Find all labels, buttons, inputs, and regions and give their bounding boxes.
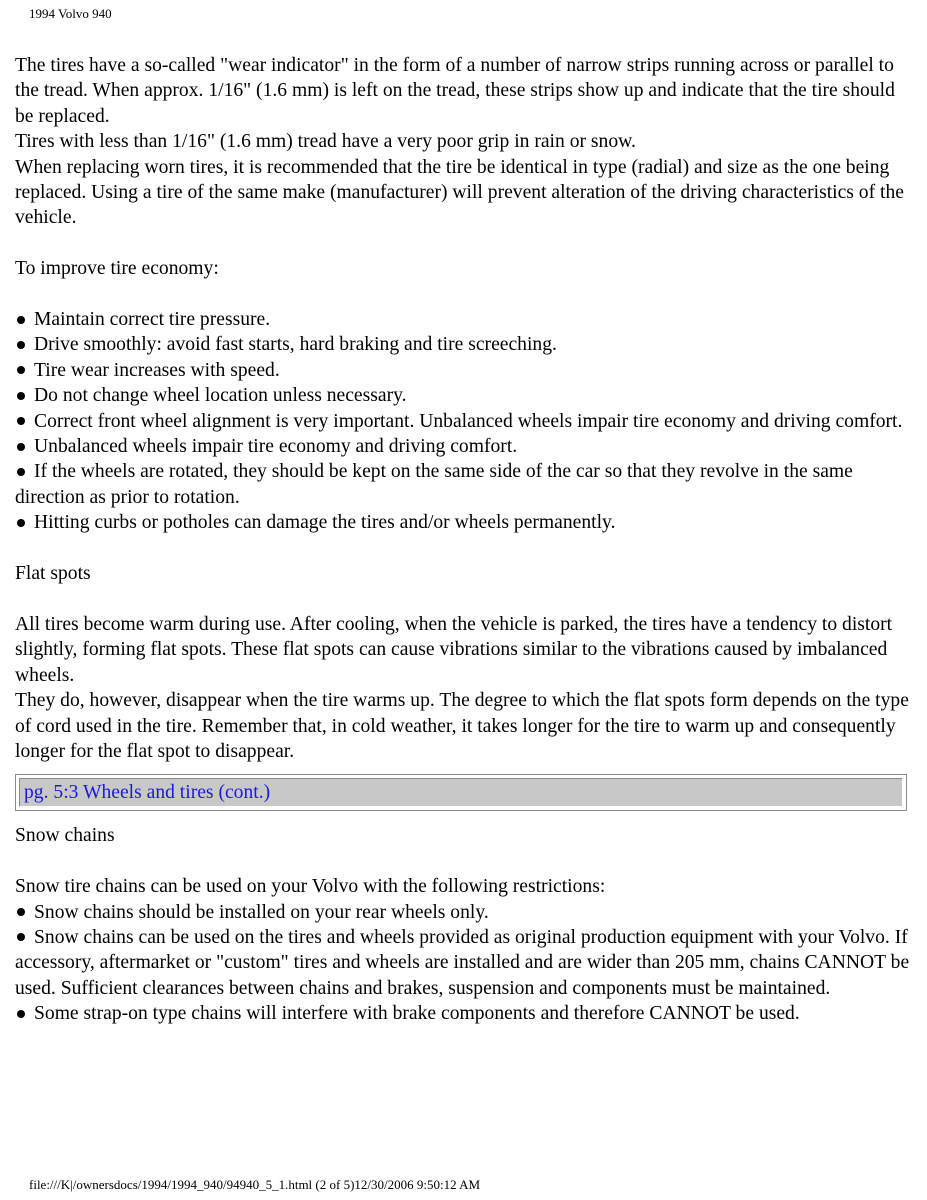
flat-spots-paragraph: All tires become warm during use. After cooling, when the vehicle is parked, the tires have a tendency to distort slightly, forming flat spots. These flat spots can cause vibrations similar to the vibrations caused by imbalanced wheels. (15, 613, 893, 686)
list-item (15, 459, 915, 510)
bullet-icon (17, 443, 25, 451)
bullet-icon (17, 366, 25, 374)
list-item-text: Drive smoothly: avoid fast starts, hard braking and tire screeching. (34, 334, 557, 356)
bullet-icon (17, 933, 25, 941)
list-item-text: If the wheels are rotated, they should be kept on the same side of the car so that they revolve in the same direction as prior to rotation. (15, 461, 853, 508)
list-item (15, 510, 915, 535)
list-item-text: Do not change wheel location unless necessary. (34, 385, 407, 407)
snow-chains-intro: Snow tire chains can be used on your Volvo with the following restrictions: (15, 876, 606, 898)
page-header: 1994 Volvo 940 (29, 6, 112, 21)
document-body (15, 53, 915, 1027)
flat-spots-paragraph: They do, however, disappear when the tire warms up. The degree to which the flat spots form depends on the type of cord used in the tire. Remember that, in cold weather, it takes longer for the tire to warm up and consequently longer for the flat spot to disappear. (15, 690, 909, 762)
list-item (15, 434, 915, 459)
wear-indicator-paragraph: The tires have a so-called "wear indicator" in the form of a number of narrow strips running across or parallel to the tread. When approx. 1/16" (1.6 mm) is left on the tread, these strips show up and indicate that the tire should be replaced. (15, 55, 895, 127)
list-item (15, 409, 915, 434)
page-nav-box (15, 774, 907, 811)
list-item-text: Some strap-on type chains will interfere with brake components and therefore CANNOT be used. (34, 1003, 800, 1025)
list-item (15, 900, 915, 925)
bullet-icon (17, 392, 25, 400)
list-item-text: Maintain correct tire pressure. (34, 309, 271, 331)
economy-heading: To improve tire economy: (15, 258, 219, 280)
list-item-text: Correct front wheel alignment is very important. Unbalanced wheels impair tire economy and driving comfort. (34, 410, 903, 432)
list-item-text: Snow chains can be used on the tires and wheels provided as original production equipment with your Volvo. If accessory, aftermarket or "custom" tires and wheels are installed and are wider than 205 mm, chains CANNOT be used. Sufficient clearances between chains and brakes, suspension and components must be maintained. (15, 926, 910, 999)
page-nav-inner (19, 778, 903, 807)
list-item-text: Snow chains should be installed on your rear wheels only. (34, 901, 489, 923)
poor-grip-paragraph: Tires with less than 1/16" (1.6 mm) tread have a very poor grip in rain or snow. (15, 131, 636, 153)
list-item (15, 358, 915, 383)
list-item (15, 383, 915, 408)
list-item (15, 925, 915, 1001)
bullet-icon (17, 1010, 25, 1018)
snow-chains-heading: Snow chains (15, 825, 115, 847)
list-item-text: Unbalanced wheels impair tire economy and driving comfort. (34, 436, 518, 458)
bullet-icon (17, 316, 25, 324)
bullet-icon (17, 468, 25, 476)
bullet-icon (17, 519, 25, 527)
bullet-icon (17, 341, 25, 349)
page-footer: file:///K|/ownersdocs/1994/1994_940/94940_5_1.html (2 of 5)12/30/2006 9:50:12 AM (29, 1177, 481, 1192)
list-item (15, 307, 915, 332)
list-item-text: Tire wear increases with speed. (34, 359, 280, 381)
bullet-icon (17, 908, 25, 916)
bullet-icon (17, 417, 25, 425)
replacing-tires-paragraph: When replacing worn tires, it is recommended that the tire be identical in type (radial) and size as the one being replaced. Using a tire of the same make (manufacturer) will prevent alteration of the driving characteristics of the vehicle. (15, 156, 904, 229)
flat-spots-heading: Flat spots (15, 563, 91, 585)
list-item-text: Hitting curbs or potholes can damage the tires and/or wheels permanently. (34, 512, 616, 534)
next-page-link[interactable]: pg. 5:3 Wheels and tires (cont.) (24, 782, 271, 804)
list-item (15, 332, 915, 357)
list-item (15, 1001, 915, 1026)
